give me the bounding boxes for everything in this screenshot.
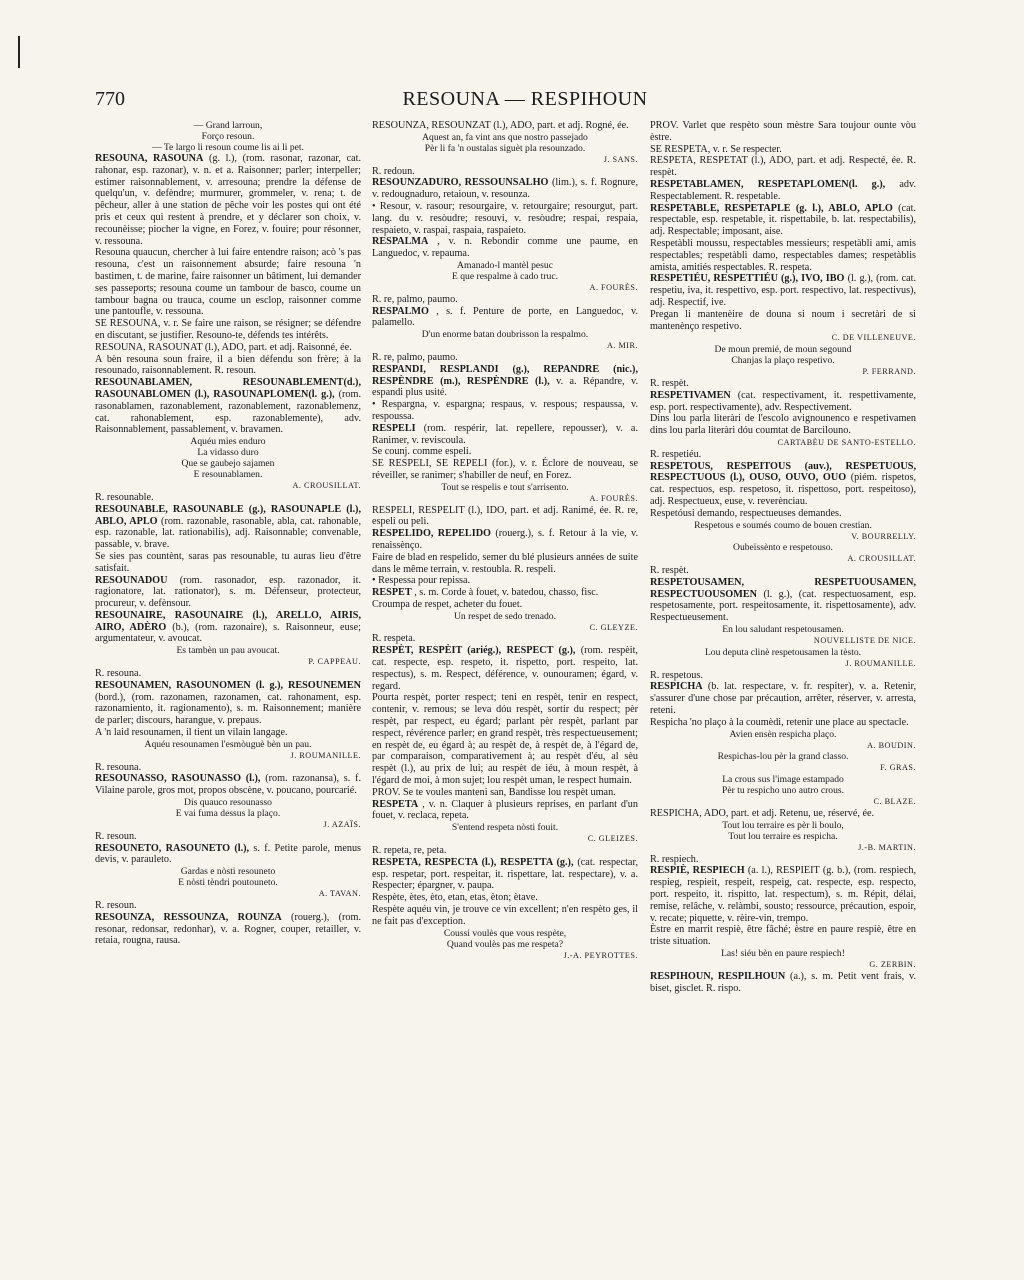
entry-definition: (rom. respérir, lat. repellere, repousser), v. a. Ranimer, v. reviscoula. xyxy=(372,422,638,446)
entry-paragraph: R. re, palmo, paumo. xyxy=(372,293,458,305)
entry-headword: RESOUNABLAMEN, RESOUNABLEMENT(d.), RASOUNABLOMEN (l.), RASOUNAPLOMEN(l. g.), xyxy=(95,377,361,400)
entry-headword: RESPALMO xyxy=(372,305,429,317)
quotation-verse: Lou deputa clinè respetousamen la tèsto. xyxy=(704,646,862,658)
quotation-verse: Pèr tu respicho uno autro crous. xyxy=(721,785,845,797)
entry-headword: RESPELIDO, REPELIDO xyxy=(372,528,491,540)
entry-paragraph: Pregan li mantenèire de douna si noum i secretàri de si mantenènço respetivo. xyxy=(650,308,916,332)
entry-paragraph: R. resoun. xyxy=(95,900,137,912)
entry-paragraph: PROV. Varlet que respèto soun mèstre Sara toujour ounte vòu èstre. xyxy=(650,120,916,143)
entry-paragraph: R. respiech. xyxy=(650,853,699,865)
entry-headword: RESPETABLE, RESPETAPLE (g. l.), ABLO, APLO xyxy=(650,202,893,214)
entry-headword: RESOUNAMEN, RASOUNOMEN (l. g.), RESOUNEMEN xyxy=(95,679,361,691)
entry-headword: RESPALMA xyxy=(372,236,429,248)
dictionary-entry xyxy=(95,504,361,551)
entry-headword: RESPIÈ, RESPIECH xyxy=(650,865,745,877)
dictionary-entry xyxy=(650,461,916,508)
quotation-verse: S'entend respeta nòsti fouit. xyxy=(451,822,559,834)
entry-definition: (a.), s. m. Petit vent frais, v. biset, gisclet. R. rispo. xyxy=(650,970,916,994)
entry-headword: RESPETA, RESPECTA (l.), RESPETTA (g.), xyxy=(372,856,574,868)
dictionary-entry xyxy=(95,843,361,867)
entry-paragraph: R. resoun. xyxy=(95,830,137,842)
entry-paragraph: R. respèt. xyxy=(650,565,689,577)
quotation-verse: Gardas e nòsti resouneto xyxy=(180,866,276,878)
entry-definition: (rouerg.), s. f. Retour à la vie, v. renaissènço. xyxy=(372,528,638,551)
quotation-verse: Que se gaubejo sajamen xyxy=(181,458,275,470)
quotation-verse: Aquéu mies enduro xyxy=(190,436,266,448)
quotation-verse: Oubeïssènto e respetouso. xyxy=(733,542,833,554)
entry-definition: (lim.), s. f. Rognure, v. redougnaduro, retaioun, v. resounza. xyxy=(372,177,638,201)
quotation-verse: — Grand larroun, xyxy=(193,120,263,131)
entry-definition: (rom. razonable, rasonable, abla, cat. rahonable, esp. razonable, lat. rationabilis), adj. Raisonnable; convenable, passable, v. brave. xyxy=(95,515,362,551)
quotation-attribution: J. ROUMANILLE. xyxy=(845,658,916,668)
quotation-attribution: C. BLAZE. xyxy=(873,797,916,807)
dictionary-entry xyxy=(95,610,361,645)
quotation-attribution: C. GLEIZES. xyxy=(587,834,638,844)
quotation-verse: Es tambèn un pau avoucat. xyxy=(176,645,280,657)
column-2 xyxy=(372,120,638,961)
quotation-verse: La crous sus l'image estampado xyxy=(722,774,844,786)
entry-headword: RESOUNZA, RESSOUNZA, ROUNZA xyxy=(95,911,282,923)
entry-headword: RESPETA xyxy=(372,798,419,810)
quotation-verse: Coussi voulès que vous respète, xyxy=(443,927,567,939)
entry-paragraph: R. respetous. xyxy=(650,669,703,681)
entry-paragraph: Dins lou parla literàri de l'escolo avignounenco e respetivamen dins lou parla literàri dóu coumtat de Barcilouno. xyxy=(650,413,916,437)
quotation-attribution: A. CROUSILLAT. xyxy=(847,554,916,564)
entry-paragraph: • Respessa pour repissa. xyxy=(372,575,471,587)
quotation-attribution: P. FERRAND. xyxy=(862,367,916,377)
entry-paragraph: • Respargna, v. espargna; respaus, v. respous; respaussa, v. respoussa. xyxy=(372,399,638,422)
entry-paragraph: Resouna quaucun, chercher à lui faire entendre raison; acò 's pas resouna, c'est un raisonnement absurde; faire resouna 'n bastimen, t. de marine, faire raisonner un bâtiment, lui demander ses passeports; resouna coume un tambour de basco, coume un tambour bagna ou trauca, coume un esclop, raisonner comme une pantoufle, v. ressouna. xyxy=(95,247,361,318)
quotation-attribution: CARTABÈU DE SANTO-ESTELLO. xyxy=(777,437,916,447)
entry-definition: (cat. respectivament, it. respettivamente, esp. port. respectivamente), adv. Respectivement. xyxy=(650,389,916,413)
quotation-attribution: A. MIR. xyxy=(606,341,638,351)
entry-paragraph: R. resounable. xyxy=(95,491,154,503)
entry-paragraph: SE RESPELI, SE REPELI (for.), v. r. Éclore de nouveau, se réveiller, se ranimer; s'habiller de neuf, en Forez. xyxy=(372,458,638,481)
page-number: 770 xyxy=(95,88,125,110)
entry-paragraph: R. respetiéu. xyxy=(650,448,702,460)
dictionary-entry xyxy=(372,364,638,399)
entry-definition: , v. n. Claquer à plusieurs reprises, en parlant d'un fouet, v. reclaca, repeta. xyxy=(372,798,638,822)
quotation-verse: La vidasso duro xyxy=(197,447,259,459)
dictionary-entry xyxy=(650,681,916,716)
running-title: RESOUNA — RESPIHOUN xyxy=(402,88,648,110)
entry-headword: RESPELI xyxy=(372,422,416,434)
dictionary-entry xyxy=(372,645,638,692)
entry-definition: (l. g.), (rom. cat. respetiu, iva, it. respettivo, esp. port. respectivo, lat. respectivus), adj. Respectif, ive. xyxy=(650,273,916,308)
quotation-verse: Chanjas la plaço respetivo. xyxy=(731,355,835,367)
entry-definition: (piém. rispetos, cat. respectuos, esp. respetoso, it. rispettoso, port. respeitoso), adj. Respectueux, euse, v. reverènciau. xyxy=(650,472,916,507)
entry-headword: RESOUNABLE, RASOUNABLE (g.), RASOUNAPLE (l.), ABLO, APLO xyxy=(95,503,361,527)
quotation-verse: E resounablamen. xyxy=(193,469,263,481)
entry-headword: RESOUNADOU xyxy=(95,574,168,586)
dictionary-entry xyxy=(650,865,916,924)
dictionary-entry xyxy=(372,423,638,447)
quotation-attribution: J.-B. MARTIN. xyxy=(858,842,916,852)
entry-definition: adv. Respectablement. R. respetable. xyxy=(650,178,916,202)
entry-paragraph: A bèn resouna soun fraire, il a bien défendu son frère; à la resounado, raisonnablement. R. resoun. xyxy=(95,353,361,377)
entry-paragraph: RESOUNA, RASOUNAT (l.), ADO, part. et adj. Raisonné, ée. xyxy=(95,341,352,353)
entry-definition: (cat. respectable, esp. respetable, it. rispettabile, b. lat. respectabilis), adj. Respectable; imposant, aise. xyxy=(650,202,916,238)
entry-headword: RESPETIÉU, RESPETTIÉU (g.), IVO, IBO xyxy=(650,273,845,285)
entry-paragraph: A 'n laid resounamen, il tient un vilain langage. xyxy=(95,727,288,739)
entry-paragraph: R. resouna. xyxy=(95,761,142,773)
quotation-attribution: A. TAVAN. xyxy=(318,889,361,899)
dictionary-entry xyxy=(372,587,638,599)
quotation-verse: Aquest an, fa vint ans que nostro passejado xyxy=(422,131,588,143)
entry-definition: , s. f. Penture de porte, en Languedoc, v. palamello. xyxy=(372,305,638,329)
dictionary-entry xyxy=(95,575,361,610)
quotation-attribution: A. FOURÈS. xyxy=(589,493,638,503)
entry-paragraph: Se sies pas countènt, saras pas resounable, tu auras lieu d'être satisfait. xyxy=(95,550,361,574)
quotation-attribution: C. DE VILLENEUVE. xyxy=(831,333,916,343)
entry-headword: RESPET xyxy=(372,587,412,599)
entry-paragraph: Respetàbli moussu, respectables messieurs; respetàbli ami, amis respectables; respetàbli damo, respectables dames; respetàblis amista, amitiés respectables. R. respeta. xyxy=(650,237,916,273)
entry-paragraph: Se counj. comme espeli. xyxy=(372,446,472,458)
entry-definition: , s. m. Corde à fouet, v. batedou, chasso, fisc. xyxy=(411,587,599,599)
entry-paragraph: Pourta respèt, porter respect; teni en respèt, tenir en respect, contenir, v. remous; se leva dóu respèt, sortir du respect; pèr respèt, par respect, eu égard; parlant pèr respèt, parlant par respect, révérence parler; en grand respèt, très respectueusement; en respèt de, eu égard à; au respèt de, à respèt de, à l'égard de, par comparaison, comparativement à; au respèt d'éu, al sèu respèt (l.), au prix de lui; au respèt de iéu, à moun respèt, à l'égard de moi, à mon sujet; lou respèt uman, le respect humain. xyxy=(372,692,638,787)
entry-definition: (g. l.), (rom. rasonar, razonar, cat. rahonar, esp. razonar), v. n. et a. Raisonner; parler; interpeller; estimer raisonnablement, v. arresouna; prendre la défense de quelqu'un, v. defèndre; murmurer, grommeler, v. rena; t. de pêcheur, aller à une station de pêche voir les postes qui ont été pris et ceux qui restent à prendre, et y déclarer son choix, v. recounèisse; piocher la vigne, en Forez, v. fouire; pour résonner, v. ressouna. xyxy=(95,153,361,247)
entry-headword: RESOUNETO, RASOUNETO (l.), xyxy=(95,842,250,854)
entry-paragraph: R. repeta, re, peta. xyxy=(372,845,447,857)
entry-definition: (bord.), (rom. razonamen, razonamen, cat. rahonament, esp. razonamiento, it. ragionamento), s. m. Raisonnement; manière de parler; discours, harangue, v. prepaus. xyxy=(95,691,361,727)
entry-paragraph: RESPETA, RESPETAT (l.), ADO, part. et adj. Respecté, ée. R. respèt. xyxy=(650,155,916,179)
entry-paragraph: Respicha 'no plaço à la coumèdi, retenir une place au spectacle. xyxy=(650,716,909,728)
quotation-verse: Tout se respelis e tout s'arrisento. xyxy=(441,481,569,493)
margin-rule xyxy=(18,36,20,68)
quotation-attribution: J. ROUMANILLE. xyxy=(290,750,361,760)
entry-paragraph: Respète aquéu vin, je trouve ce vin excellent; n'en respèto ges, il ne fait pas d'exception. xyxy=(372,904,638,927)
entry-definition: (rom. razonansa), s. f. Vilaine parole, gros mot, propos obscène, v. poucano, pourcarié. xyxy=(95,773,361,797)
dictionary-entry xyxy=(372,528,638,552)
quotation-verse: E que respalme à cado truc. xyxy=(451,270,558,282)
entry-paragraph: RESPELI, RESPELIT (l.), IDO, part. et adj. Ranimé, ée. R. re, espeli ou peli. xyxy=(372,504,638,528)
entry-definition: (b. lat. respectare, v. fr. respiter), v. a. Retenir, s'assurer d'une chose par précaution, arrêter, réserver, v. arresta, reteni. xyxy=(650,681,916,717)
entry-paragraph: R. resouna. xyxy=(95,668,142,680)
quotation-attribution: V. BOURRELLY. xyxy=(851,531,916,541)
entry-paragraph: R. respeta. xyxy=(372,633,416,645)
dictionary-entry xyxy=(372,236,638,260)
entry-headword: RESPETIVAMEN xyxy=(650,389,731,401)
entry-headword: RESPIHOUN, RESPILHOUN xyxy=(650,970,786,982)
entry-paragraph: Respète, ètes, èto, etan, etas, èton; ètave. xyxy=(372,892,538,904)
entry-paragraph: SE RESPETA, v. r. Se respecter. xyxy=(650,143,782,155)
quotation-attribution: A. BOUDIN. xyxy=(867,740,916,750)
entry-definition: (a. l.), RESPIEIT (g. b.), (rom. respiech, respieg, respieit, respeit, respeig, cat. respecte, esp. respecto, port. respeito, it. rispitto, lat. respectum), s. m. Répit, délai, remise, relâche, v. relàmbi, sousto; ressource, précaution, espoir, v. recate; piquette, v. rèire-vin, trempo. xyxy=(650,865,916,924)
entry-definition: (l. g.), (cat. respectuosament, esp. respetosamente, port. respeitosamente, it. rispettosamente), adv. Respectueusement. xyxy=(650,588,916,624)
column-3 xyxy=(650,120,916,994)
quotation-attribution: J. AZAÏS. xyxy=(323,820,361,830)
quotation-verse: De moun premié, de moun segound xyxy=(714,344,852,356)
dictionary-entry xyxy=(650,390,916,414)
entry-definition: (b.), (rom. razonaire), s. Raisonneur, euse; argumentateur, v. avoucat. xyxy=(95,621,361,645)
entry-definition: (rouerg.), (rom. resonar, redonsar, redonhar), v. a. Rogner, couper, retailler, v. retaia, rougna, rausa. xyxy=(95,911,361,947)
quotation-verse: — Te largo li resoun coume lis ai li pet. xyxy=(152,142,304,153)
entry-definition: v. a. Répandre, v. espandi plus usité. xyxy=(372,375,639,399)
quotation-verse: Tout lou terraire es respicha. xyxy=(728,830,838,842)
entry-headword: RESPETABLAMEN, RESPETAPLOMEN(l. g.), xyxy=(650,178,886,190)
quotation-attribution: A. FOURÈS. xyxy=(589,282,638,292)
entry-paragraph: SE RESOUNA, v. r. Se faire une raison, se résigner; se défendre en discutant, se justifier. Resouno-te, défends tes intérêts. xyxy=(95,318,361,341)
quotation-verse: Amanado-l mantèl pesuc xyxy=(457,259,553,271)
entry-paragraph: Respetóusi demando, respectueuses demandes. xyxy=(650,507,842,519)
entry-paragraph: • Resour, v. rasour; resourgaire, v. retourgaire; resourgut, part. lang. du v. resòudre; resouvi, v. resòudre; respai, respaia, respaieto, v. raspai, raspaia, raspaieto. xyxy=(372,200,638,236)
quotation-attribution: F. GRAS. xyxy=(880,763,916,773)
dictionary-entry xyxy=(372,177,638,201)
dictionary-entry xyxy=(650,203,916,238)
entry-paragraph: Croumpa de respet, acheter du fouet. xyxy=(372,598,523,610)
dictionary-entry xyxy=(650,179,916,203)
entry-paragraph: R. re, palmo, paumo. xyxy=(372,351,458,363)
quotation-verse: Las! siéu bèn en paure respiech! xyxy=(721,948,845,960)
entry-headword: RESPICHA xyxy=(650,681,703,693)
quotation-attribution: P. CAPPEAU. xyxy=(308,657,361,667)
entry-definition: (rom. respèit, cat. respecte, esp. respeto, it. rispetto, port. respeito, lat. respectus), s. m. Respect, déférence, v. ounouramen; égard, v. regard. xyxy=(372,645,638,692)
entry-paragraph: R. redoun. xyxy=(372,165,415,177)
quotation-verse: Dis quauco resounasso xyxy=(184,797,272,809)
dictionary-entry xyxy=(95,377,361,436)
quotation-verse: En lou saludant respetousamen. xyxy=(722,624,844,636)
quotation-verse: Pèr li fa 'n oustalas siguèt pla resounzado. xyxy=(424,142,586,154)
entry-paragraph: Èstre en marrit respiè, être fâché; èstre en paure respiè, être en triste situation. xyxy=(650,924,916,948)
entry-headword: RESOUNAIRE, RASOUNAIRE (l.), ARELLO, AIRIS, AIRO, ADÈRO xyxy=(95,609,361,633)
entry-paragraph: RESPICHA, ADO, part. et adj. Retenu, ue, réservé, ée. xyxy=(650,808,875,820)
dictionary-entry xyxy=(95,773,361,797)
entry-paragraph: Faire de blad en respelido, semer du blé plusieurs années de suite dans le même terrain, v. restoubla. R. respeli. xyxy=(372,551,638,575)
quotation-verse: Un respet de sedo trenado. xyxy=(453,610,557,622)
quotation-attribution: G. ZERBIN. xyxy=(869,960,916,970)
entry-definition: (rom. rasonablamen, razonablement, razonablement, razonablemenz, cat. rahonablement, esp. razonablemente), adv. Raisonnablement, passablement, v. bravamen. xyxy=(95,388,361,436)
entry-paragraph: R. respèt. xyxy=(650,377,689,389)
entry-headword: RESOUNA, RASOUNA xyxy=(95,153,204,164)
entry-headword: RESOUNZADURO, RESSOUNSALHO xyxy=(372,177,549,189)
column-1 xyxy=(95,120,361,947)
dictionary-entry xyxy=(650,971,916,995)
quotation-verse: Respetous e soumés coumo de bouen crestian. xyxy=(694,519,872,531)
entry-headword: RESPÈT, RESPÈIT (ariég.), RESPECT (g.), xyxy=(372,645,576,657)
dictionary-entry xyxy=(650,273,916,308)
quotation-verse: Tout lou terraire es pèr li boulo, xyxy=(722,819,844,831)
dictionary-entry xyxy=(372,306,638,330)
entry-headword: RESPANDI, RESPLANDI (g.), REPANDRE (nic.), RESPÈNDRE (m.), RESPÈNDRE (l.), xyxy=(372,363,638,387)
dictionary-entry xyxy=(95,912,361,947)
quotation-verse: E nòsti tèndri poutouneto. xyxy=(178,877,278,889)
dictionary-entry xyxy=(650,577,916,624)
dictionary-entry xyxy=(95,680,361,727)
dictionary-entry xyxy=(95,153,361,247)
quotation-verse: E vai fuma dessus la plaço. xyxy=(175,808,281,820)
entry-definition: , v. n. Rebondir comme une paume, en Languedoc, v. repauma. xyxy=(372,236,638,260)
entry-definition: (cat. respectar, esp. respetar, port. respeitar, it. rispettare, lat. respectare), v. a. Respecter; épargner, v. paupa. xyxy=(372,856,638,892)
quotation-verse: Aquéu resounamen l'esmòuguè bèn un pau. xyxy=(144,738,312,750)
entry-definition: s. f. Petite parole, menus devis, v. parauleto. xyxy=(95,842,362,866)
entry-paragraph: RESOUNZA, RESOUNZAT (l.), ADO, part. et adj. Rogné, ée. xyxy=(372,120,629,131)
quotation-verse: Avien ensèn respicha plaço. xyxy=(729,728,837,740)
quotation-verse: Forço resoun. xyxy=(201,131,255,142)
dictionary-entry xyxy=(372,857,638,892)
entry-headword: RESOUNASSO, RASOUNASSO (l.), xyxy=(95,773,261,785)
quotation-attribution: A. CROUSILLAT. xyxy=(292,481,361,491)
page-header xyxy=(95,88,955,112)
quotation-attribution: NOUVELLISTE DE NICE. xyxy=(813,636,916,646)
quotation-verse: Respichas-lou pèr la grand classo. xyxy=(717,751,849,763)
dictionary-entry xyxy=(372,799,638,823)
entry-headword: RESPETOUS, RESPEITOUS (auv.), RESPETUOUS, RESPECTUOUS (l.), OUSO, OUVO, OUO xyxy=(650,460,916,484)
quotation-attribution: J.-A. PEYROTTES. xyxy=(563,950,638,960)
entry-paragraph: PROV. Se te voules manteni san, Bandisse lou respèt uman. xyxy=(372,786,616,798)
entry-headword: RESPETOUSAMEN, RESPETUOUSAMEN, RESPECTUOUSOMEN xyxy=(650,576,916,600)
quotation-verse: D'un enorme batan doubrisson la respalmo. xyxy=(421,329,589,341)
entry-definition: (rom. rasonador, esp. razonador, it. ragionatore, lat. rationator), s. m. Défenseur, protecteur, procureur, v. defènsour. xyxy=(95,574,361,610)
quotation-attribution: C. GLEYZE. xyxy=(589,622,638,632)
quotation-attribution: J. SANS. xyxy=(603,154,638,164)
quotation-verse: Quand voulès pas me respeta? xyxy=(446,938,564,950)
